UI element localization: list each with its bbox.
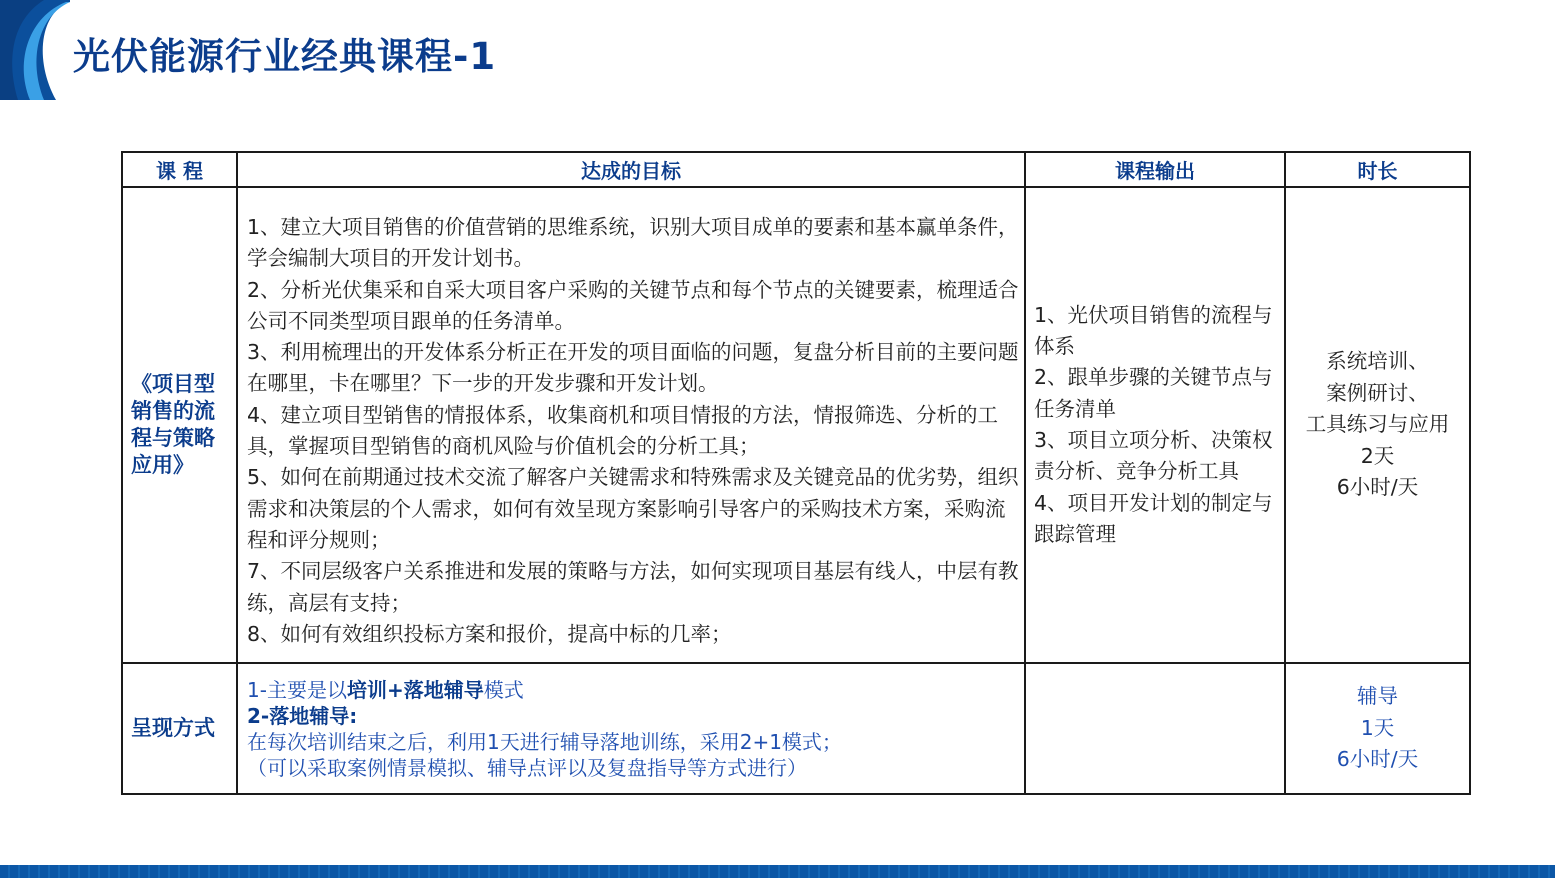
duration-line: 1天 [1360,715,1395,740]
header-course: 课 程 [122,152,237,187]
presentation-duration-cell [1285,663,1470,794]
empty-output-cell [1025,663,1285,794]
output-item: 1、光伏项目销售的流程与体系 [1034,302,1273,359]
goal-item: 8、如何有效组织投标方案和报价，提高中标的几率； [247,621,732,646]
header-output: 课程输出 [1025,152,1285,187]
presentation-text: 1-主要是以 [247,677,347,702]
goals-cell [237,187,1025,663]
page-title: 光伏能源行业经典课程-1 [73,35,497,78]
output-item: 4、项目开发计划的制定与跟踪管理 [1034,490,1273,546]
goal-item: 5、如何在前期通过技术交流了解客户关键需求和特殊需求及关键竞品的优劣势，组织需求和决策层的个人需求，如何有效呈现方案影响引导客户的采购技术方案，采购流程和评分规则； [247,465,1019,552]
header-duration: 时长 [1285,152,1470,187]
duration-line: 2天 [1360,443,1395,468]
course-name: 《项目型销售的流程与策略应用》 [122,187,237,663]
course-table [121,151,1471,795]
duration-line: 案例研讨、 [1326,380,1429,405]
goal-item: 2、分析光伏集采和自采大项目客户采购的关键节点和每个节点的关键要素，梳理适合公司不同类型项目跟单的任务清单。 [247,277,1019,333]
presentation-label: 呈现方式 [122,663,237,794]
presentation-emphasis: 培训+落地辅导 [346,677,484,702]
header-goals: 达成的目标 [237,152,1025,187]
presentation-line [247,677,1020,703]
presentation-cell [237,663,1025,794]
goal-item: 4、建立项目型销售的情报体系，收集商机和项目情报的方法，情报筛选、分析的工具，掌握项目型销售的商机风险与价值机会的分析工具； [247,402,999,459]
goal-item: 7、不同层级客户关系推进和发展的策略与方法，如何实现项目基层有线人，中层有教练，高层有支持； [247,559,1019,615]
goal-item: 3、利用梳理出的开发体系分析正在开发的项目面临的问题，复盘分析目前的主要问题在哪里，卡在哪里？下一步的开发步骤和开发计划。 [247,340,1019,396]
corner-decoration [0,0,70,100]
table-row [122,187,1470,663]
footer-bar [0,865,1555,878]
presentation-subtitle: 2-落地辅导: [247,703,358,728]
duration-line: 6小时/天 [1336,475,1419,500]
presentation-line: 在每次培训结束之后，利用1天进行辅导落地训练，采用2+1模式； [247,729,842,754]
goal-item: 1、建立大项目销售的价值营销的思维系统，识别大项目成单的要素和基本赢单条件，学会编制大项目的开发计划书。 [247,215,1019,271]
outputs-cell [1025,187,1285,663]
output-item: 3、项目立项分析、决策权责分析、竞争分析工具 [1034,428,1273,484]
duration-line: 工具练习与应用 [1305,412,1450,437]
presentation-text: 模式 [483,677,524,702]
table-row [122,663,1470,794]
duration-line: 系统培训、 [1326,349,1429,374]
duration-line: 6小时/天 [1336,747,1419,772]
presentation-line: （可以采取案例情景模拟、辅导点评以及复盘指导等方式进行） [247,755,807,780]
presentation-line [247,703,1020,729]
duration-cell [1285,187,1470,663]
table-header-row [122,152,1470,187]
duration-line: 辅导 [1357,684,1398,709]
output-item: 2、跟单步骤的关键节点与任务清单 [1034,365,1273,421]
